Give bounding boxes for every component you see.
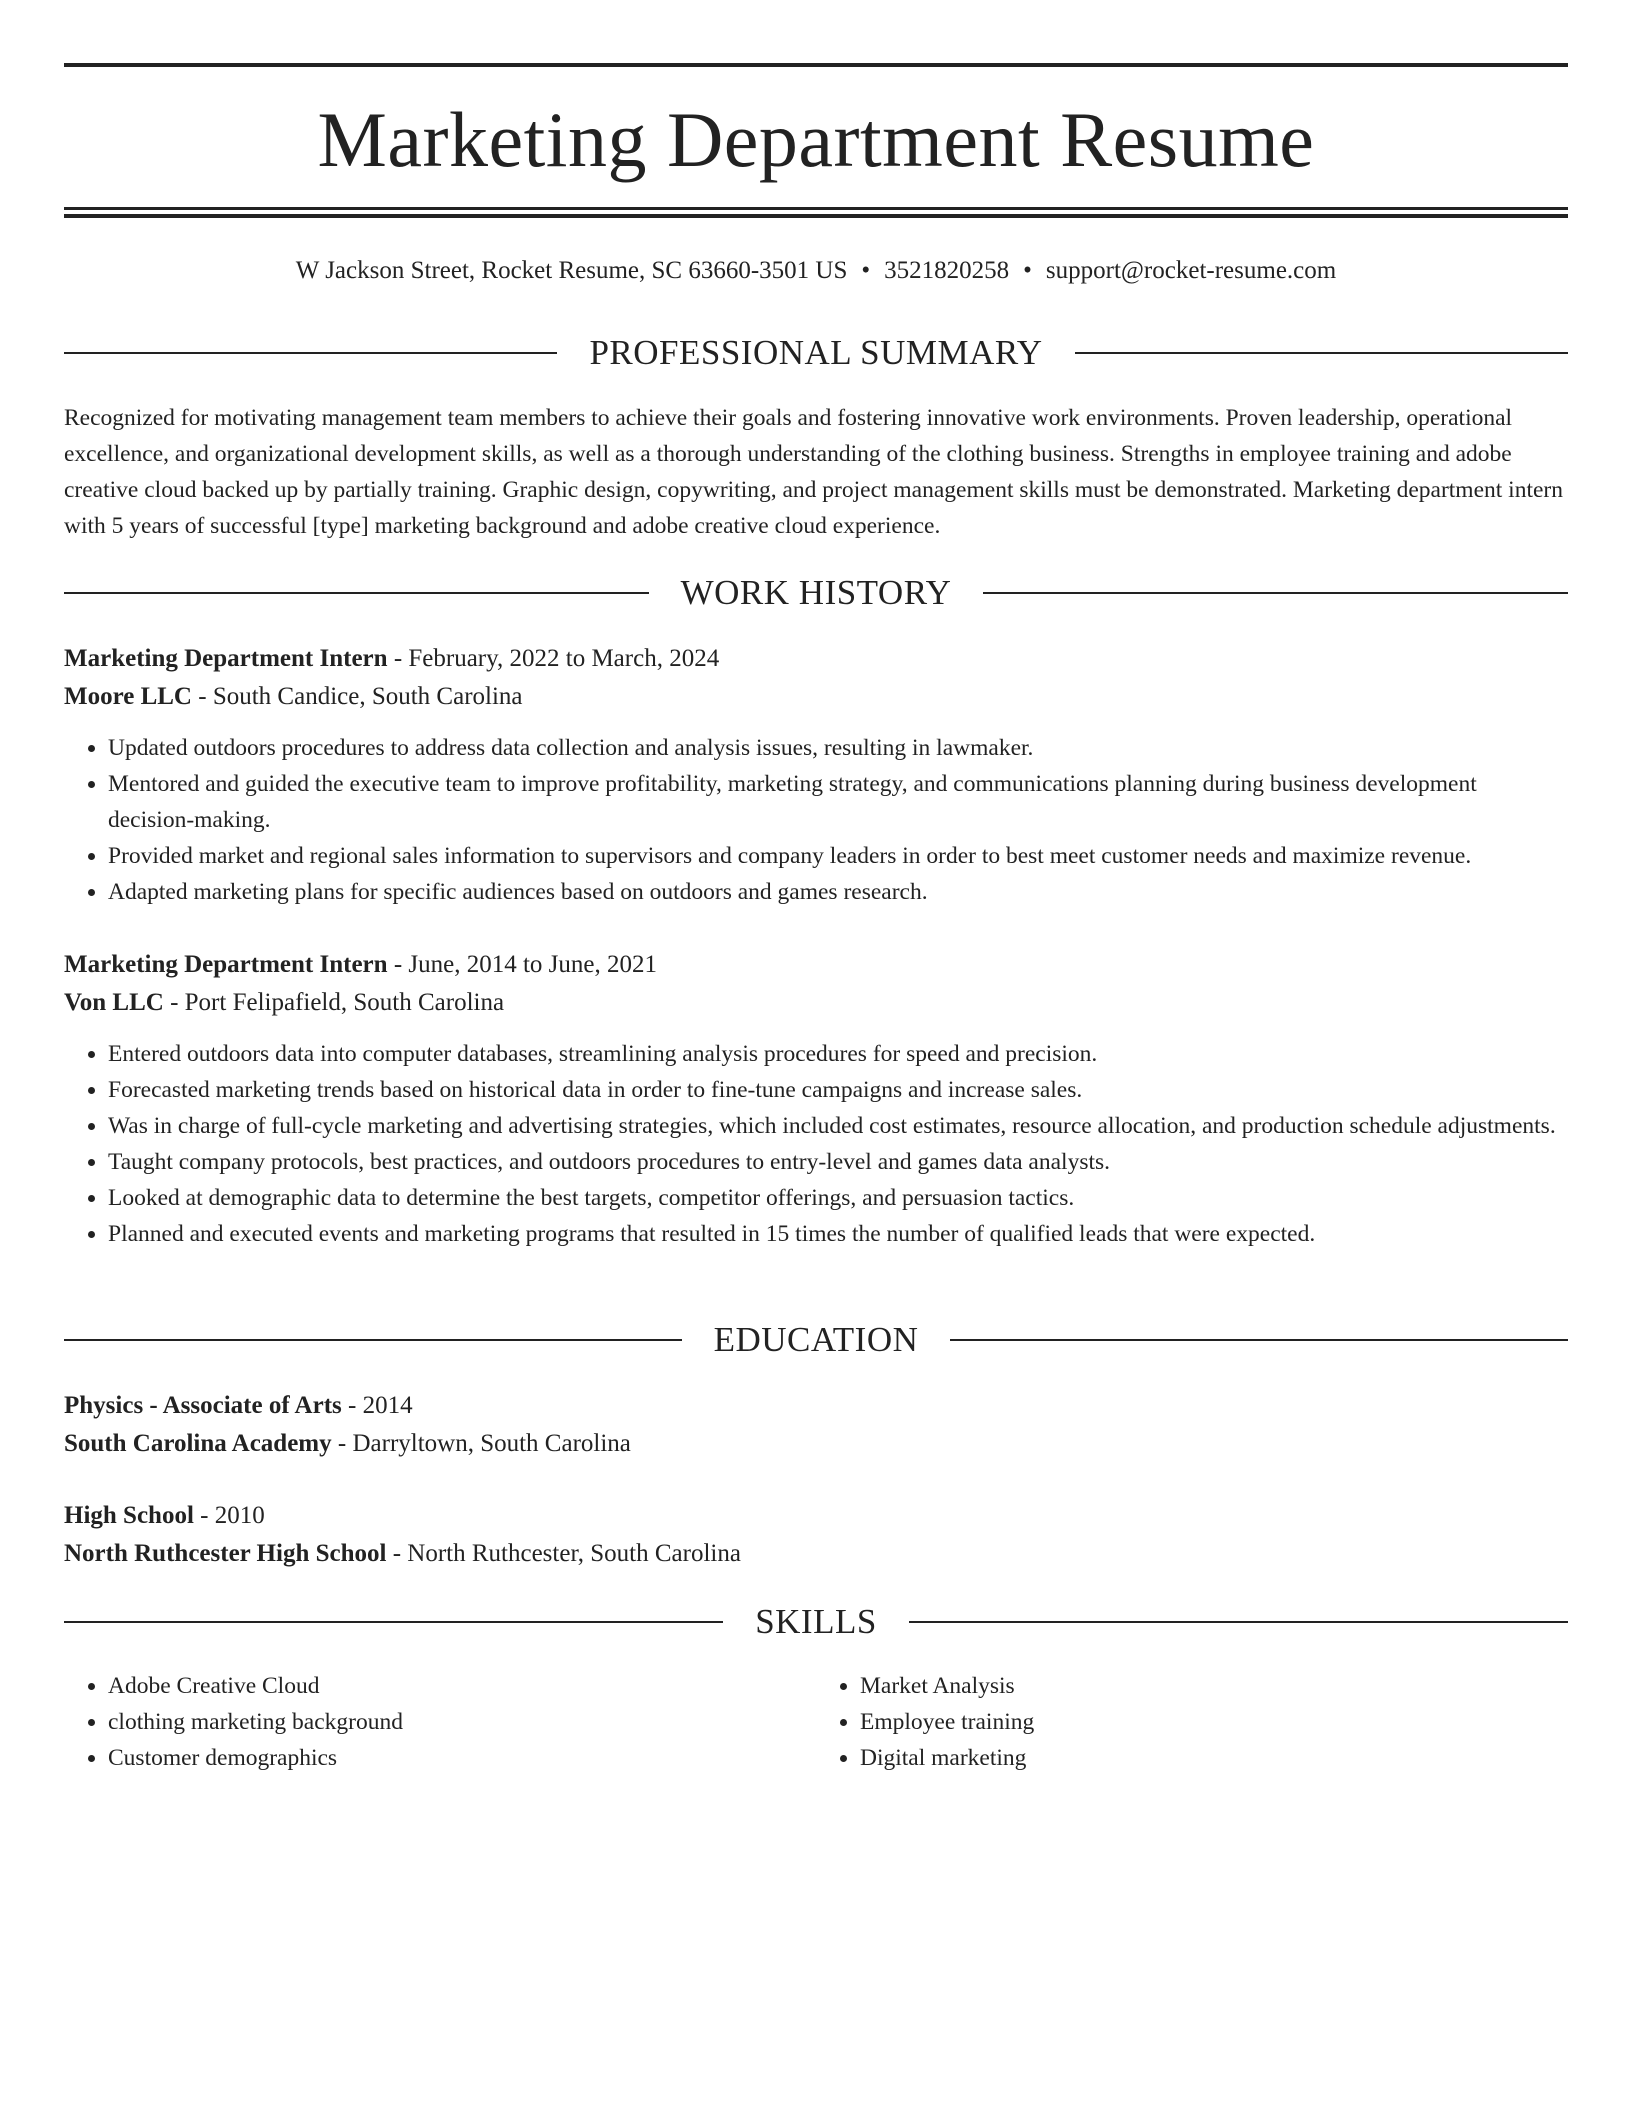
job-company: Moore LLC <box>64 683 192 710</box>
title-divider-thick <box>64 214 1568 218</box>
job-bullet: • Adapted marketing plans for specific audiences based on outdoors and games research. <box>108 874 1568 910</box>
resume-title: Marketing Department Resume <box>317 96 1315 183</box>
heading-rule-left <box>64 352 557 354</box>
skill-item: • Market Analysis <box>860 1668 1568 1704</box>
education-entry <box>64 1497 1568 1573</box>
heading-rule-left <box>64 1339 682 1341</box>
job-company: Von LLC <box>64 989 164 1016</box>
heading-rule-right <box>1075 352 1568 354</box>
degree-line <box>64 1497 1568 1535</box>
skills-column-left <box>64 1668 816 1776</box>
job-title: Marketing Department Intern <box>64 951 388 978</box>
job-bullet: • Forecasted marketing trends based on historical data in order to fine-tune campaigns and increase sales. <box>108 1072 1568 1108</box>
job-entry <box>64 640 1568 910</box>
job-bullets <box>64 730 1568 910</box>
skill-item: • Adobe Creative Cloud <box>108 1668 816 1704</box>
school-location: - Darryltown, South Carolina <box>331 1430 631 1457</box>
section-title: PROFESSIONAL SUMMARY <box>589 333 1043 372</box>
job-bullet: • Was in charge of full-cycle marketing and advertising strategies, which included cost estimates, resource allocation, and production schedule adjustments. <box>108 1108 1568 1144</box>
job-entry <box>64 946 1568 1252</box>
school-line <box>64 1535 1568 1573</box>
contact-separator: • <box>1023 257 1032 284</box>
heading-rule-right <box>909 1621 1568 1623</box>
skills-list <box>64 1668 1568 1776</box>
job-location: - Port Felipafield, South Carolina <box>163 989 505 1016</box>
skills-column-right <box>816 1668 1568 1776</box>
skill-item: • Employee training <box>860 1704 1568 1740</box>
job-title-line <box>64 640 1568 678</box>
job-bullet: • Planned and executed events and marketing programs that resulted in 15 times the number of qualified leads that were expected. <box>108 1216 1568 1252</box>
section-heading-skills <box>64 1600 1568 1644</box>
job-company-line <box>64 984 1568 1022</box>
section-title: WORK HISTORY <box>680 573 952 612</box>
job-bullet: • Looked at demographic data to determine the best targets, competitor offerings, and persuasion tactics. <box>108 1180 1568 1216</box>
skill-item: • Customer demographics <box>108 1740 816 1776</box>
skill-item: • clothing marketing background <box>108 1704 816 1740</box>
contact-phone: 3521820258 <box>884 257 1010 284</box>
section-heading-summary <box>64 331 1568 375</box>
job-location: - South Candice, South Carolina <box>192 683 523 710</box>
job-title: Marketing Department Intern <box>64 645 388 672</box>
school: South Carolina Academy <box>64 1430 332 1457</box>
degree: Physics - Associate of Arts <box>64 1392 342 1419</box>
job-bullet: • Taught company protocols, best practices, and outdoors procedures to entry-level and games data analysts. <box>108 1144 1568 1180</box>
contact-separator: • <box>861 257 871 284</box>
degree-year: - 2010 <box>193 1502 265 1529</box>
section-title: SKILLS <box>755 1602 877 1641</box>
job-dates: - February, 2022 to March, 2024 <box>387 645 720 672</box>
degree: High School <box>64 1502 194 1529</box>
section-heading-education <box>64 1318 1568 1362</box>
section-heading-work <box>64 571 1568 615</box>
top-divider <box>64 63 1568 67</box>
degree-year: - 2014 <box>341 1392 413 1419</box>
job-bullet: • Entered outdoors data into computer databases, streamlining analysis procedures for speed and precision. <box>108 1036 1568 1072</box>
heading-rule-left <box>64 592 649 594</box>
job-bullets <box>64 1036 1568 1252</box>
summary-text: Recognized for motivating management team members to achieve their goals and fostering innovative work environments. Proven leadership, operational excellence, and organizational development skills, as well as a thorough understanding of the clothing business. Strengths in employee training and adobe creative cloud backed up by partially training. Graphic design, copywriting, and project management skills must be demonstrated. Marketing department intern with 5 years of successful [type] marketing background and adobe creative cloud experience. <box>64 405 1563 539</box>
contact-address: W Jackson Street, Rocket Resume, SC 63660-3501 US <box>295 257 848 284</box>
job-bullet: • Provided market and regional sales information to supervisors and company leaders in order to best meet customer needs and maximize revenue. <box>108 838 1568 874</box>
contact-line <box>64 254 1568 288</box>
job-dates: - June, 2014 to June, 2021 <box>387 951 657 978</box>
heading-rule-right <box>950 1339 1568 1341</box>
skill-item: • Digital marketing <box>860 1740 1568 1776</box>
job-title-line <box>64 946 1568 984</box>
school-location: - North Ruthcester, South Carolina <box>386 1540 741 1567</box>
section-title: EDUCATION <box>713 1320 919 1359</box>
contact-email: support@rocket-resume.com <box>1045 257 1337 284</box>
title-divider-thin <box>64 207 1568 210</box>
degree-line <box>64 1387 1568 1425</box>
heading-rule-left <box>64 1621 723 1623</box>
job-bullet: • Updated outdoors procedures to address data collection and analysis issues, resulting in lawmaker. <box>108 730 1568 766</box>
education-entry <box>64 1387 1568 1463</box>
school-line <box>64 1425 1568 1463</box>
school: North Ruthcester High School <box>64 1540 387 1567</box>
job-bullet: • Mentored and guided the executive team to improve profitability, marketing strategy, and communications planning during business development decision-making. <box>108 766 1568 838</box>
heading-rule-right <box>983 592 1568 594</box>
job-company-line <box>64 678 1568 716</box>
